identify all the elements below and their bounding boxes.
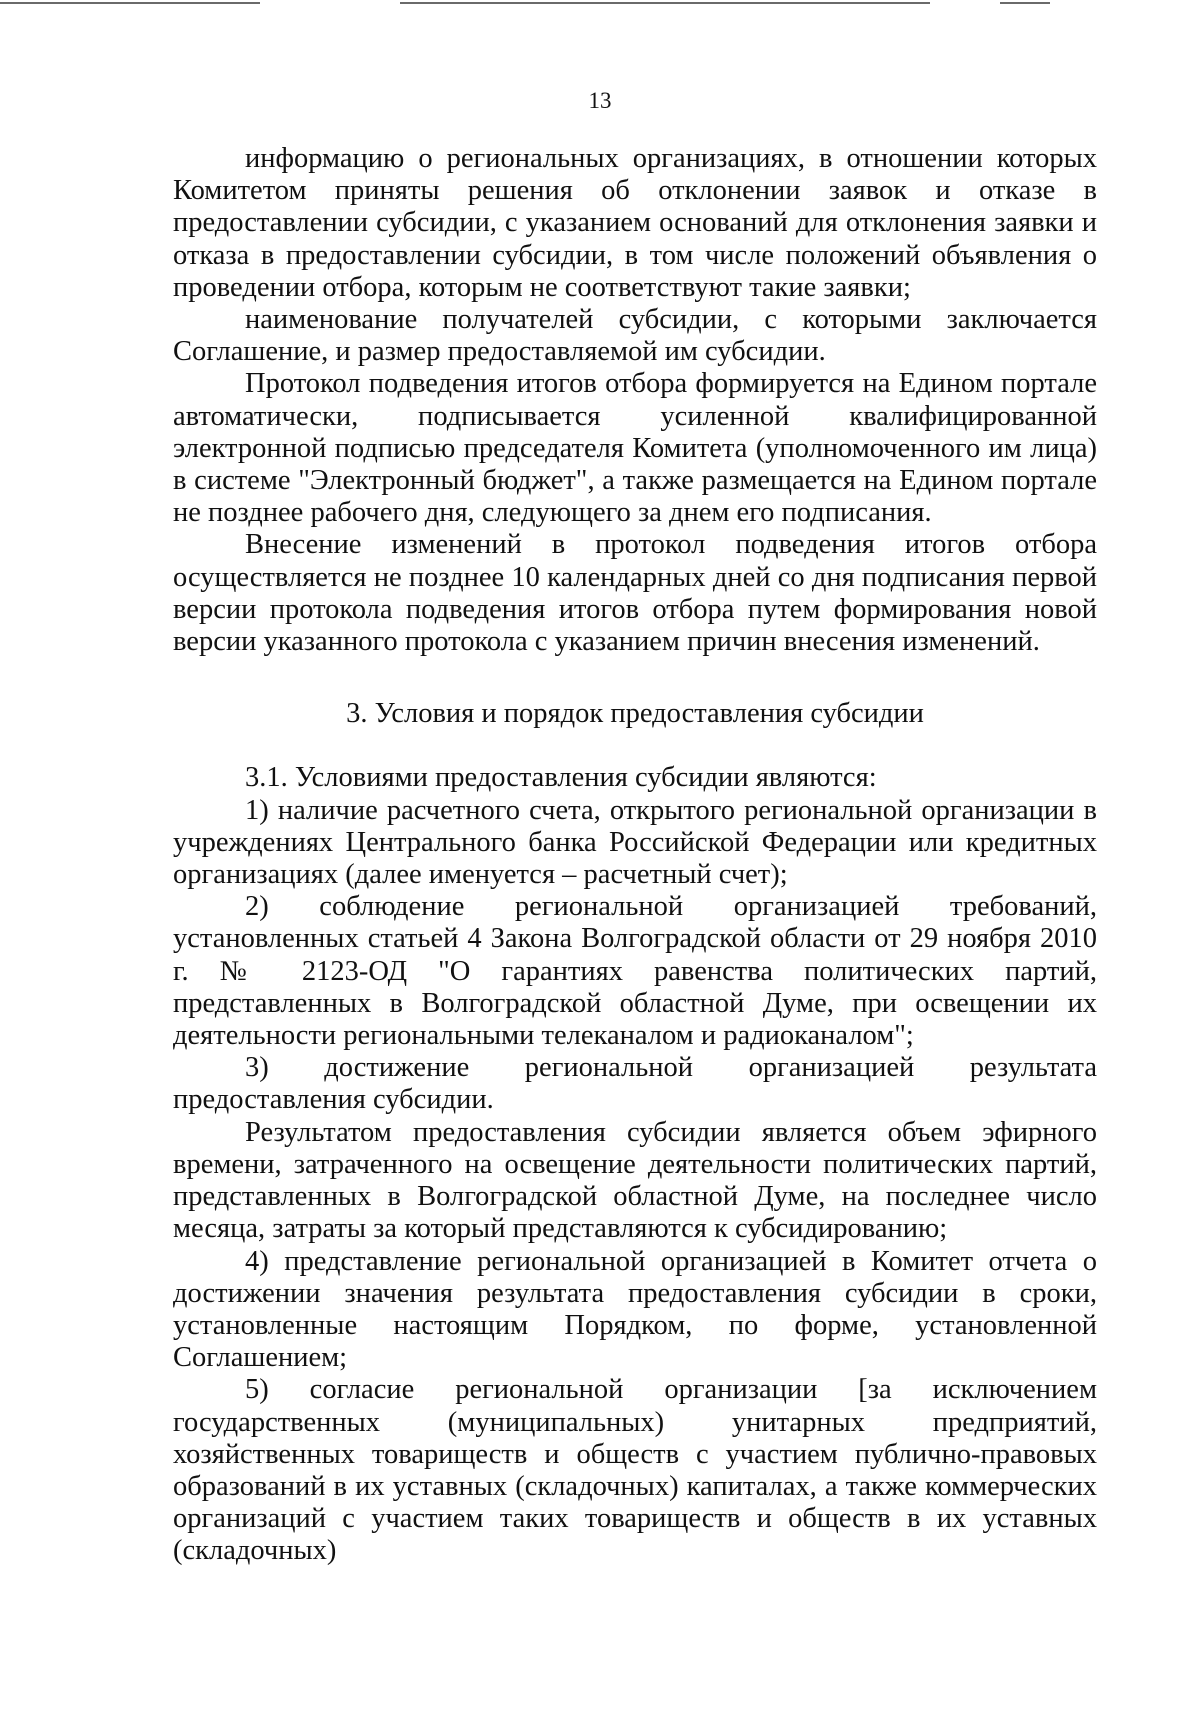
- scan-edge-line-left: [0, 2, 260, 4]
- page-number: 13: [588, 88, 612, 113]
- paragraph-result-definition: Результатом предоставления субсидии является объем эфирного времени, затраченного на освещение деятельности политических партий, представленных в Волгоградской областной Думе, на последнее число месяца, затраты за который представляются к субсидированию;: [173, 1116, 1097, 1245]
- section-heading: 3. Условия и порядок предоставления субсидии: [346, 698, 924, 730]
- document-body: [173, 143, 1097, 1568]
- scan-edge-line-middle: [400, 2, 930, 4]
- paragraph-conditions-intro: 3.1. Условиями предоставления субсидии являются:: [245, 762, 877, 794]
- paragraph-rejected-organizations: информацию о региональных организациях, в отношении которых Комитетом приняты решения об отклонении заявок и отказе в предоставлении субсидии, с указанием оснований для отклонения заявки и отказа в предоставлении субсидии, в том числе положений объявления о проведении отбора, которым не соответствуют такие заявки;: [173, 143, 1097, 303]
- paragraph-condition-4: 4) представление региональной организацией в Комитет отчета о достижении значения результата предоставления субсидии в сроки, установленные настоящим Порядком, по форме, установленной Соглашением;: [173, 1245, 1097, 1374]
- paragraph-condition-3: 3) достижение региональной организацией результата предоставления субсидии.: [173, 1052, 1097, 1116]
- scan-edge-line-right: [1000, 2, 1050, 4]
- paragraph-protocol-changes: Внесение изменений в протокол подведения итогов отбора осуществляется не позднее 10 календарных дней со дня подписания первой версии протокола подведения итогов отбора путем формирования новой версии указанного протокола с указанием причин внесения изменений.: [173, 529, 1097, 658]
- paragraph-condition-5: 5) согласие региональной организации [за исключением государственных (муниципальных) унитарных предприятий, хозяйственных товариществ и обществ с участием публично-правовых образований в их уставных (складочных) капиталах, а также коммерческих организаций с участием таких товариществ и обществ в их уставных (складочных): [173, 1374, 1097, 1567]
- paragraph-recipients-names: наименование получателей субсидии, с которыми заключается Соглашение, и размер предоставляемой им субсидии.: [173, 304, 1097, 368]
- paragraph-condition-2: 2) соблюдение региональной организацией требований, установленных статьей 4 Закона Волгоградской области от 29 ноября 2010 г. № 2123-ОД "О гарантиях равенства политических партий, представленных в Волгоградской областной Думе, при освещении их деятельности региональными телеканалом и радиоканалом";: [173, 891, 1097, 1052]
- paragraph-protocol-formation: Протокол подведения итогов отбора формируется на Едином портале автоматически, подписывается усиленной квалифицированной электронной подписью председателя Комитета (уполномоченного им лица) в системе "Электронный бюджет", а также размещается на Едином портале не позднее рабочего дня, следующего за днем его подписания.: [173, 368, 1097, 529]
- paragraph-condition-1: 1) наличие расчетного счета, открытого региональной организации в учреждениях Центрального банка Российской Федерации или кредитных организациях (далее именуется – расчетный счет);: [173, 794, 1097, 891]
